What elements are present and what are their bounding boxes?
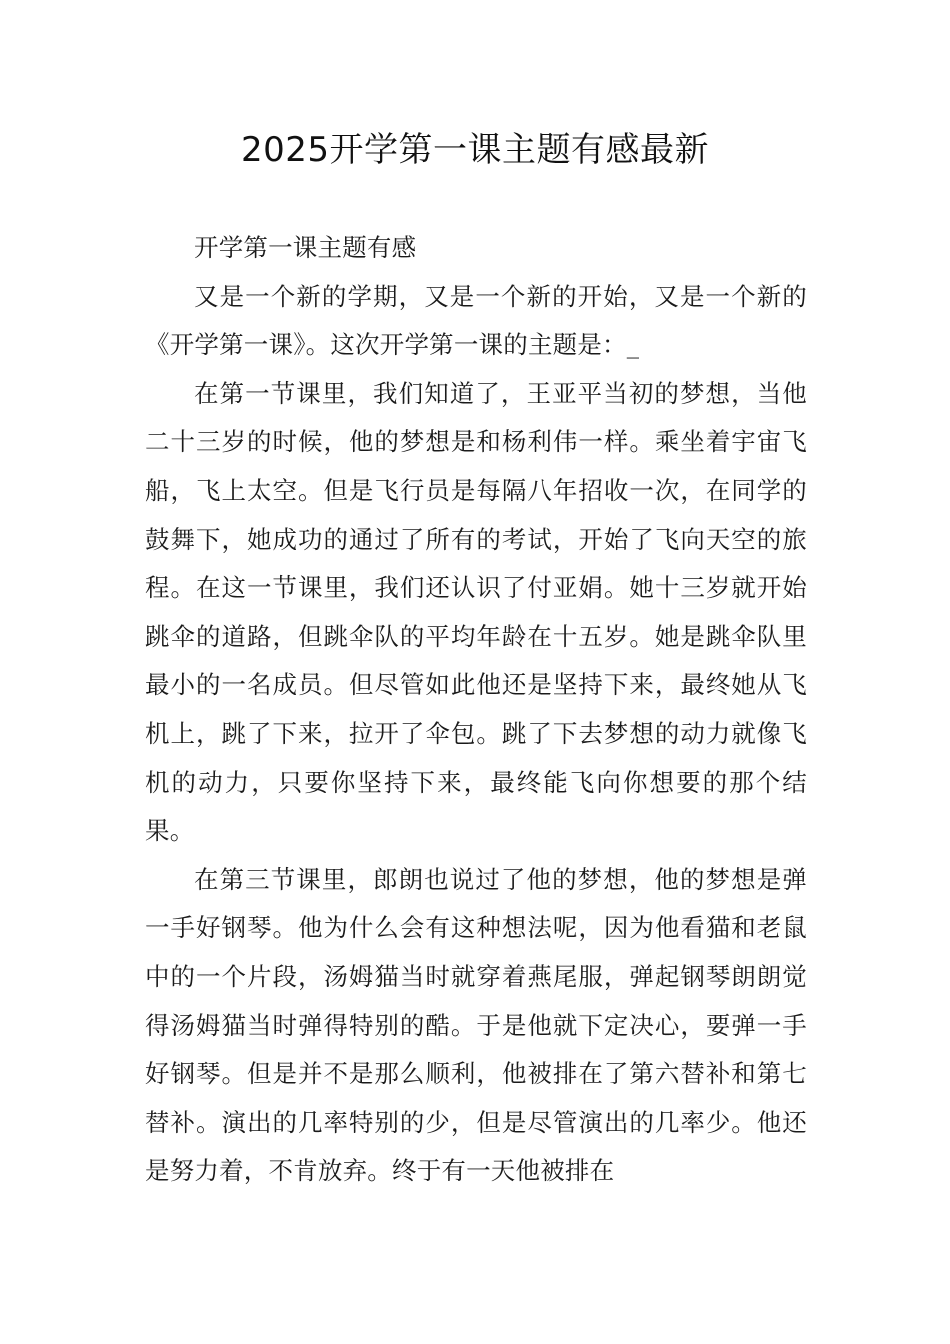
document-body	[145, 224, 807, 1196]
paragraph-subtitle: 开学第一课主题有感	[194, 233, 417, 262]
paragraph-lesson-three: 在第三节课里，郎朗也说过了他的梦想，他的梦想是弹一手好钢琴。他为什么会有这种想法呢，因为他看猫和老鼠中的一个片段，汤姆猫当时就穿着燕尾服，弹起钢琴朗朗觉得汤姆猫当时弹得特别的酷。于是他就下定决心，要弹一手好钢琴。但是并不是那么顺利，他被排在了第六替补和第七替补。演出的几率特别的少，但是尽管演出的几率少。他还是努力着，不肯放弃。终于有一天他被排在	[145, 864, 807, 1186]
paragraph-lesson-one: 在第一节课里，我们知道了，王亚平当初的梦想，当他二十三岁的时候，他的梦想是和杨利伟一样。乘坐着宇宙飞船，飞上太空。但是飞行员是每隔八年招收一次，在同学的鼓舞下，她成功的通过了所有的考试，开始了飞向天空的旅程。在这一节课里，我们还认识了付亚娟。她十三岁就开始跳伞的道路，但跳伞队的平均年龄在十五岁。她是跳伞队里最小的一名成员。但尽管如此他还是坚持下来，最终她从飞机上，跳了下来，拉开了伞包。跳了下去梦想的动力就像飞机的动力，只要你坚持下来，最终能飞向你想要的那个结果。	[145, 378, 807, 846]
paragraph-intro: 又是一个新的学期，又是一个新的开始，又是一个新的《开学第一课》。这次开学第一课的主题是：_	[145, 281, 807, 360]
document-title: 2025开学第一课主题有感最新	[240, 130, 710, 170]
